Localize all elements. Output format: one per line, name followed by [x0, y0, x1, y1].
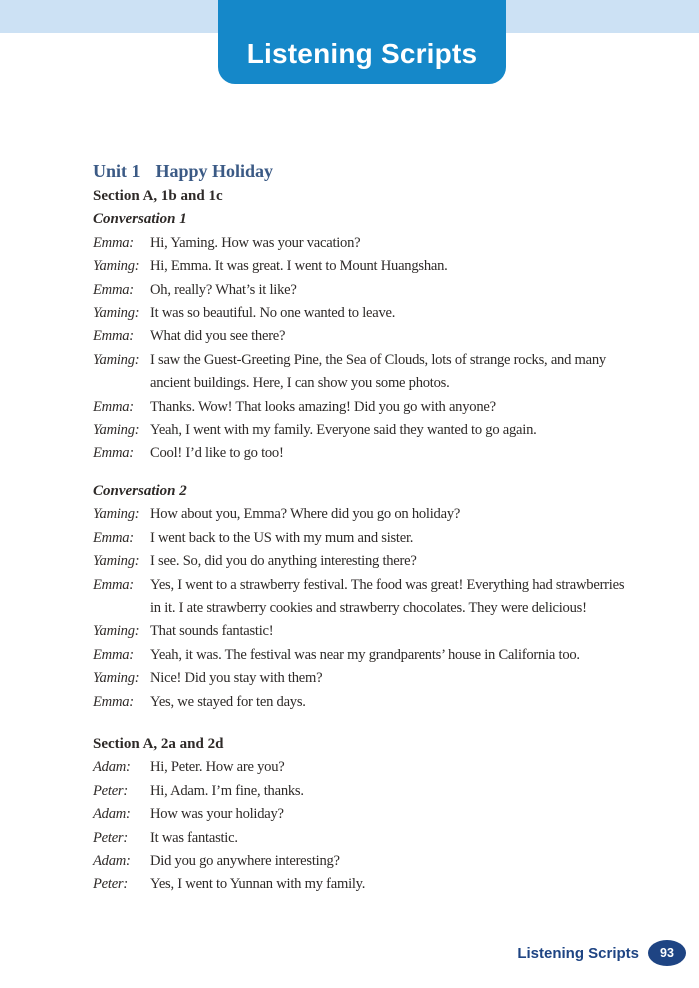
dialogue-speaker: Yaming:	[93, 623, 140, 640]
unit-label: Unit 1	[93, 161, 141, 181]
dialogue-text-line: Hi, Adam. I’m fine, thanks.	[150, 782, 304, 799]
dialogue-utterance	[150, 302, 653, 325]
dialogue-text-line: That sounds fantastic!	[150, 623, 274, 640]
dialogue-utterance	[150, 349, 653, 396]
dialogue-speaker: Adam:	[93, 759, 131, 776]
dialogue-utterance	[150, 667, 653, 690]
dialogue-line	[93, 325, 653, 348]
dialogue-utterance	[150, 550, 653, 573]
dialogue-line	[93, 442, 653, 465]
dialogue-line	[93, 574, 653, 621]
dialogue-line	[93, 232, 653, 255]
dialogue-text-line: Hi, Yaming. How was your vacation?	[150, 234, 361, 251]
dialogue-text-line: Yes, I went to a strawberry festival. The food was great! Everything had strawberries	[150, 576, 625, 593]
dialogue-line	[93, 302, 653, 325]
footer-title: Listening Scripts	[517, 944, 639, 962]
dialogue-text-line: Cool! I’d like to go too!	[150, 445, 284, 462]
banner-title: Listening Scripts	[246, 38, 478, 69]
dialogue-line	[93, 850, 653, 873]
dialogue-text-line: Hi, Peter. How are you?	[150, 759, 285, 776]
dialogue-utterance	[150, 442, 653, 465]
dialogue-utterance	[150, 503, 653, 526]
dialogue-speaker: Emma:	[93, 445, 134, 462]
dialogue-utterance	[150, 644, 653, 667]
section-heading: Section A, 2a and 2d	[93, 735, 224, 752]
dialogue-line	[93, 527, 653, 550]
dialogue-speaker: Emma:	[93, 398, 134, 415]
dialogue-utterance	[150, 756, 653, 779]
dialogue-text-line: Yes, I went to Yunnan with my family.	[150, 876, 366, 893]
dialogue-speaker: Yaming:	[93, 258, 140, 275]
dialogue-speaker: Yaming:	[93, 305, 140, 322]
dialogue-text-line: Yeah, it was. The festival was near my grandparents’ house in California too.	[150, 646, 580, 663]
dialogue-text-line: It was so beautiful. No one wanted to leave.	[150, 305, 396, 322]
dialogue-text-line: I went back to the US with my mum and sister.	[150, 529, 414, 546]
dialogue-text-line: ancient buildings. Here, I can show you some photos.	[150, 375, 450, 392]
dialogue-speaker: Yaming:	[93, 422, 140, 439]
page-footer	[517, 940, 686, 966]
dialogue-line	[93, 349, 653, 396]
scripts-content	[93, 157, 653, 897]
dialogue-text-line: Hi, Emma. It was great. I went to Mount Huangshan.	[150, 258, 448, 275]
dialogue-text-line: Thanks. Wow! That looks amazing! Did you go with anyone?	[150, 398, 496, 415]
dialogue-line	[93, 691, 653, 714]
dialogue-speaker: Yaming:	[93, 553, 140, 570]
dialogue-speaker: Peter:	[93, 829, 128, 846]
section-heading: Section A, 1b and 1c	[93, 188, 223, 204]
dialogue-utterance	[150, 850, 653, 873]
dialogue-utterance	[150, 325, 653, 348]
sections-container	[93, 185, 653, 897]
dialogue-utterance	[150, 279, 653, 302]
unit-name: Happy Holiday	[155, 161, 274, 181]
dialogue-line	[93, 279, 653, 302]
dialogue-utterance	[150, 620, 653, 643]
dialogue-line	[93, 803, 653, 826]
dialogue-speaker: Adam:	[93, 852, 131, 869]
dialogue-utterance	[150, 419, 653, 442]
dialogue-speaker: Yaming:	[93, 670, 140, 687]
dialogue-text-line: Nice! Did you stay with them?	[150, 670, 323, 687]
dialogue-line	[93, 827, 653, 850]
dialogue-speaker: Emma:	[93, 281, 134, 298]
dialogue-utterance	[150, 873, 653, 896]
dialogue-text-line: Oh, really? What’s it like?	[150, 281, 297, 298]
dialogue-block	[93, 208, 653, 465]
dialogue-text-line: How was your holiday?	[150, 806, 284, 823]
dialogue-utterance	[150, 232, 653, 255]
listening-scripts-banner	[218, 0, 506, 84]
dialogue-text-line: Did you go anywhere interesting?	[150, 852, 340, 869]
dialogue-text-line: What did you see there?	[150, 328, 286, 345]
dialogue-speaker: Emma:	[93, 576, 134, 593]
dialogue-speaker: Adam:	[93, 806, 131, 823]
dialogue-text-line: How about you, Emma? Where did you go on holiday?	[150, 506, 461, 523]
dialogue-utterance	[150, 396, 653, 419]
dialogue-line	[93, 620, 653, 643]
dialogue-line	[93, 667, 653, 690]
dialogue-text-line: Yes, we stayed for ten days.	[150, 693, 306, 710]
dialogue-line	[93, 503, 653, 526]
dialogue-block	[93, 756, 653, 896]
dialogue-line	[93, 756, 653, 779]
dialogue-speaker: Emma:	[93, 234, 134, 251]
dialogue-speaker: Peter:	[93, 782, 128, 799]
dialogue-speaker: Emma:	[93, 328, 134, 345]
dialogue-line	[93, 550, 653, 573]
dialogue-line	[93, 780, 653, 803]
dialogue-line	[93, 873, 653, 896]
dialogue-utterance	[150, 255, 653, 278]
script-section	[93, 185, 653, 714]
dialogue-text-line: Yeah, I went with my family. Everyone said they wanted to go again.	[150, 422, 537, 439]
dialogue-line	[93, 255, 653, 278]
dialogue-speaker: Emma:	[93, 693, 134, 710]
unit-title	[93, 157, 653, 185]
conversation-heading: Conversation 1	[93, 211, 187, 228]
page-number-badge: 93	[648, 940, 686, 966]
dialogue-utterance	[150, 780, 653, 803]
dialogue-speaker: Peter:	[93, 876, 128, 893]
script-section	[93, 733, 653, 897]
dialogue-text-line: I saw the Guest-Greeting Pine, the Sea of Clouds, lots of strange rocks, and many	[150, 351, 606, 368]
conversation-heading: Conversation 2	[93, 482, 187, 499]
dialogue-utterance	[150, 803, 653, 826]
dialogue-utterance	[150, 527, 653, 550]
dialogue-utterance	[150, 691, 653, 714]
dialogue-utterance	[150, 827, 653, 850]
dialogue-text-line: I see. So, did you do anything interesting there?	[150, 553, 417, 570]
dialogue-text-line: in it. I ate strawberry cookies and strawberry chocolates. They were delicious!	[150, 599, 587, 616]
dialogue-block	[93, 480, 653, 714]
dialogue-line	[93, 644, 653, 667]
dialogue-line	[93, 396, 653, 419]
dialogue-text-line: It was fantastic.	[150, 829, 238, 846]
dialogue-speaker: Yaming:	[93, 351, 140, 368]
dialogue-speaker: Emma:	[93, 529, 134, 546]
dialogue-speaker: Yaming:	[93, 506, 140, 523]
dialogue-utterance	[150, 574, 653, 621]
dialogue-line	[93, 419, 653, 442]
dialogue-speaker: Emma:	[93, 646, 134, 663]
